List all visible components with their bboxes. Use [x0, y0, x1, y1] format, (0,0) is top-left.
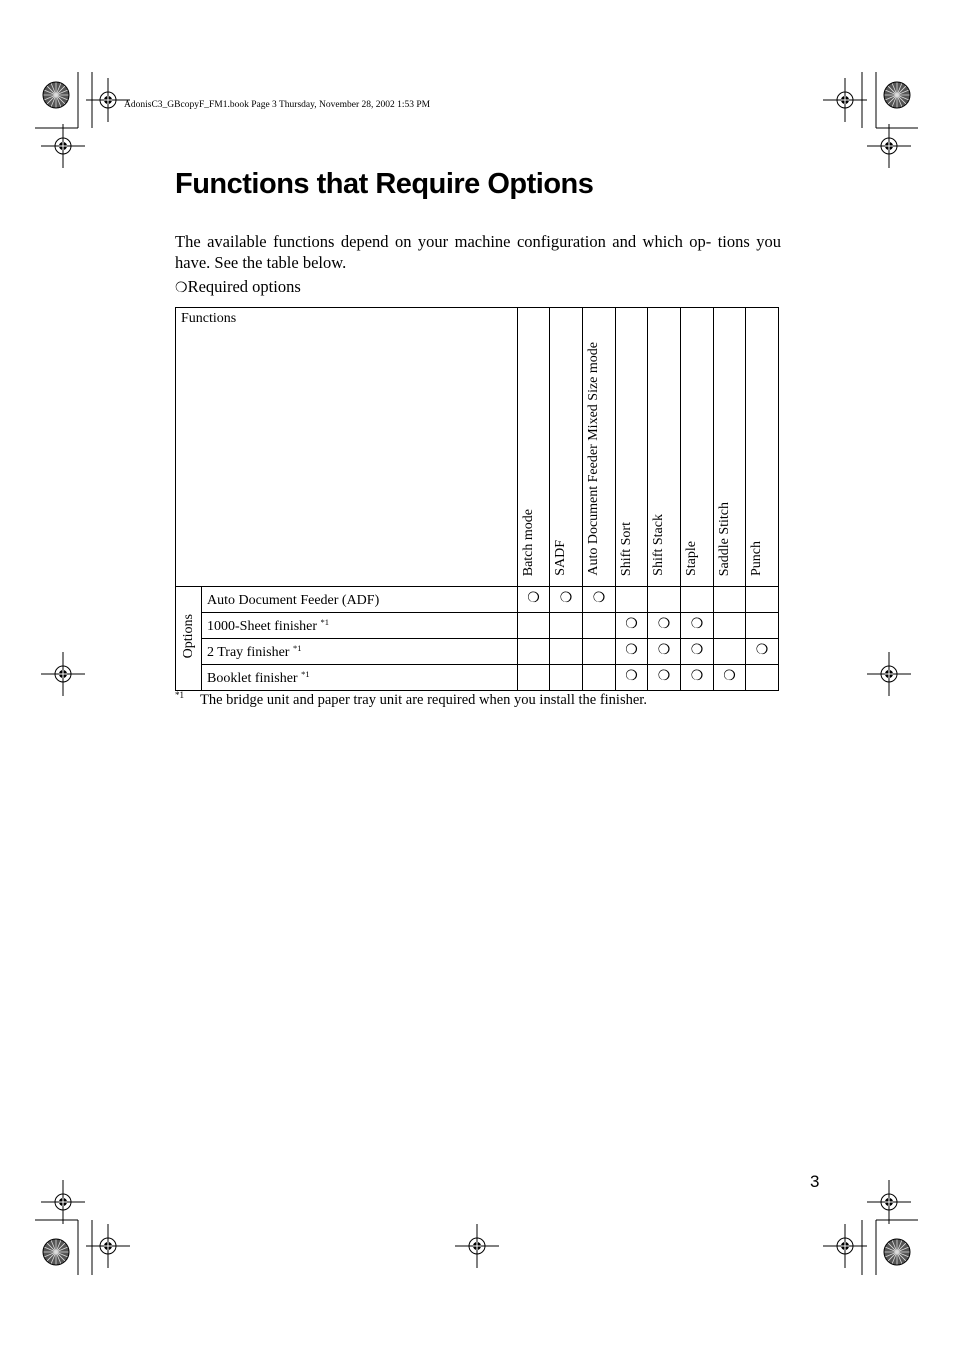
- table-cell: [714, 587, 746, 613]
- column-header-label: SADF: [553, 540, 569, 576]
- table-cell: [746, 587, 779, 613]
- table-cell: ❍: [583, 587, 616, 613]
- column-header: [648, 308, 681, 587]
- table-cell: [550, 639, 583, 665]
- column-header-label: Punch: [749, 541, 765, 576]
- column-header: [550, 308, 583, 587]
- table-cell: [583, 665, 616, 691]
- row-label-text: 1000-Sheet finisher: [207, 618, 321, 634]
- row-note: *1: [320, 616, 330, 627]
- column-header: [583, 308, 616, 587]
- options-table: [175, 307, 779, 691]
- intro-paragraph: The available functions depend on your machine configuration and which op- tions you have. See the table below.: [175, 232, 781, 272]
- table-row: [176, 587, 779, 613]
- column-header: [518, 308, 550, 587]
- table-header-row: [176, 308, 779, 587]
- table-cell: [616, 587, 648, 613]
- table-cell: [518, 613, 550, 639]
- table-cell: [518, 665, 550, 691]
- column-header-label: Staple: [684, 541, 700, 576]
- options-group-text: Options: [180, 613, 196, 659]
- table-cell: ❍: [616, 639, 648, 665]
- table-cell: [550, 665, 583, 691]
- table-cell: ❍: [518, 587, 550, 613]
- column-header-label: Saddle Stitch: [717, 501, 733, 576]
- row-note: *1: [301, 668, 310, 679]
- table-cell: ❍: [681, 665, 714, 691]
- column-header-label: Shift Sort: [619, 521, 635, 576]
- options-group-label: [176, 587, 202, 691]
- table-cell: ❍: [648, 639, 681, 665]
- table-cell: [648, 587, 681, 613]
- functions-header: Functions: [176, 308, 518, 587]
- footnote: [175, 690, 647, 709]
- column-header: [714, 308, 746, 587]
- table-cell: ❍: [648, 665, 681, 691]
- page-title: Functions that Require Options: [175, 168, 594, 200]
- table-cell: [714, 639, 746, 665]
- row-label-text: Auto Document Feeder (ADF): [207, 592, 380, 608]
- row-label-text: Booklet finisher: [207, 670, 302, 686]
- circle-icon: ❍: [175, 281, 188, 296]
- table-cell: ❍: [714, 665, 746, 691]
- required-options-legend: [175, 277, 301, 297]
- table-row: [176, 665, 779, 691]
- table-cell: ❍: [681, 613, 714, 639]
- table-cell: ❍: [550, 587, 583, 613]
- table-cell: [681, 587, 714, 613]
- file-info-header: AdonisC3_GBcopyF_FM1.book Page 3 Thursday, November 28, 2002 1:53 PM: [124, 100, 431, 110]
- row-label-text: 2 Tray finisher: [207, 644, 293, 660]
- table-cell: ❍: [616, 613, 648, 639]
- footnote-text: The bridge unit and paper tray unit are required when you install the finisher.: [200, 692, 647, 708]
- column-header: [616, 308, 648, 587]
- table-cell: [583, 613, 616, 639]
- table-cell: ❍: [681, 639, 714, 665]
- footnote-mark: *1: [175, 690, 184, 700]
- row-label: [202, 613, 518, 639]
- table-cell: ❍: [616, 665, 648, 691]
- table-cell: [550, 613, 583, 639]
- legend-label: Required options: [187, 277, 301, 296]
- table-cell: [583, 639, 616, 665]
- page-number: 3: [810, 1172, 820, 1191]
- column-header: [746, 308, 779, 587]
- column-header-label: Auto Document Feeder Mixed Size mode: [586, 342, 602, 576]
- table-cell: ❍: [648, 613, 681, 639]
- column-header-label: Shift Stack: [651, 514, 667, 576]
- column-header-label: Batch mode: [521, 508, 537, 576]
- table-cell: [714, 613, 746, 639]
- table-row: [176, 613, 779, 639]
- column-header: [681, 308, 714, 587]
- table-cell: [746, 665, 779, 691]
- table-row: [176, 639, 779, 665]
- table-cell: [746, 613, 779, 639]
- table-cell: [518, 639, 550, 665]
- row-label: [202, 587, 518, 613]
- row-label: [202, 639, 518, 665]
- row-label: [202, 665, 518, 691]
- row-note: *1: [292, 642, 302, 653]
- table-cell: ❍: [746, 639, 779, 665]
